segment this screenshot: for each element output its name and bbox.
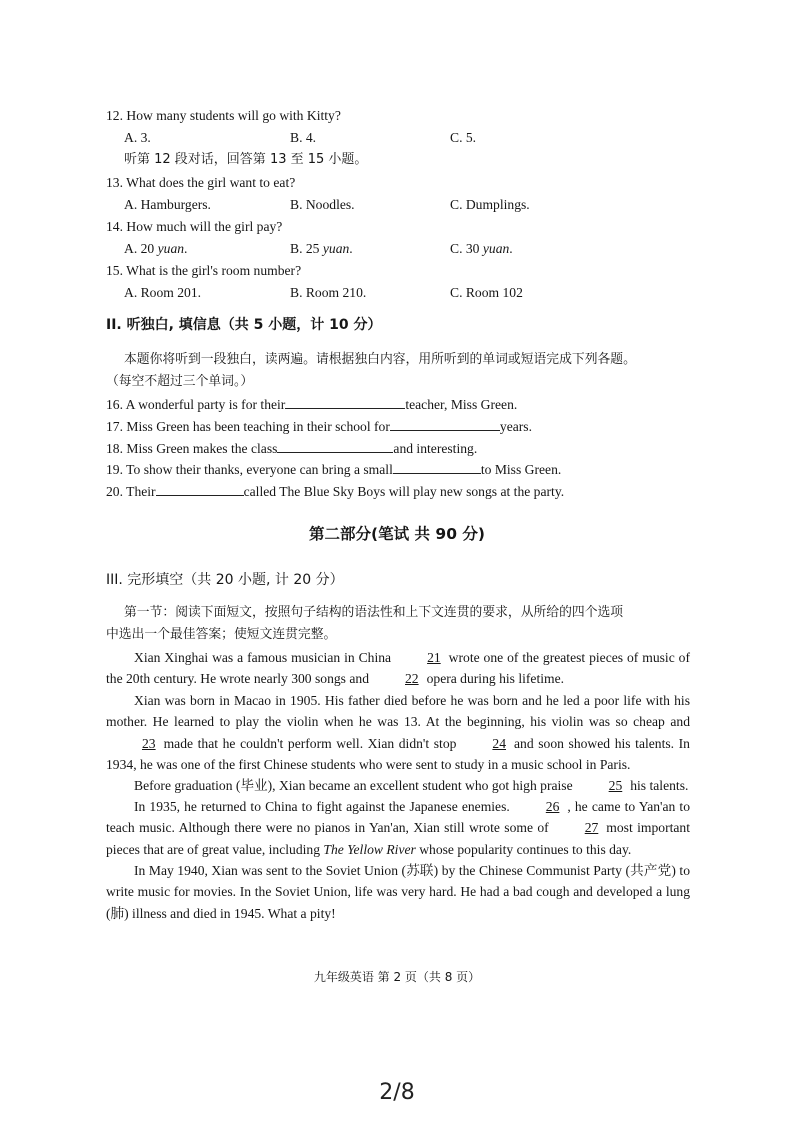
q15-option-c: C. Room 102 <box>450 285 523 300</box>
q14-option-c: C. 30 yuan. <box>450 241 513 256</box>
answer-blank-19[interactable] <box>393 460 481 474</box>
cloze-blank-26[interactable]: 26 <box>545 799 560 814</box>
q13-option-b: B. Noodles. <box>290 197 355 212</box>
q12-option-c: C. 5. <box>450 130 477 145</box>
section-2-instruction: 本题你将听到一段独白，读两遍。请根据独白内容，用所听到的单词或短语完成下列各题。 <box>124 352 636 367</box>
cloze-blank-24[interactable]: 24 <box>492 735 507 751</box>
section-3-heading: III. 完形填空（共 20 小题, 计 20 分） <box>106 572 344 588</box>
passage-paragraph-4: In 1935, he returned to China to fight against the Japanese enemies. 26 , he came to Yan'an to teach music. Although there were no pianos in Yan'an, Xian still wrote some of 27 most important pieces that are of great value, including The Yellow River whose popularity continues to this day. <box>106 796 690 860</box>
blank-question-19: 19. To show their thanks, everyone can bring a small to Miss Green. <box>106 462 562 477</box>
answer-blank-16[interactable] <box>285 395 405 409</box>
blank-question-20: 20. Their called The Blue Sky Boys will play new songs at the party. <box>106 484 565 499</box>
section-3-instruction: 第一节：阅读下面短文，按照句子结构的语法性和上下文连贯的要求，从所给的四个选项 <box>124 605 624 620</box>
q12-option-a: A. 3. <box>124 130 151 145</box>
blank-question-18: 18. Miss Green makes the class and interesting. <box>106 441 478 456</box>
question-15: 15. What is the girl's room number? <box>106 263 302 278</box>
q14-option-b: B. 25 yuan. <box>290 241 353 256</box>
q15-option-b: B. Room 210. <box>290 285 367 300</box>
section-3-instruction-cont: 中选出一个最佳答案；使短文连贯完整。 <box>106 627 337 642</box>
blank-question-17: 17. Miss Green has been teaching in their school for years. <box>106 419 532 434</box>
blank-question-16: 16. A wonderful party is for their teacher, Miss Green. <box>106 397 518 412</box>
listening-instruction-12: 听第 12 段对话，回答第 13 至 15 小题。 <box>124 152 368 167</box>
q15-option-a: A. Room 201. <box>124 285 202 300</box>
answer-blank-18[interactable] <box>277 439 393 453</box>
page-indicator: 2/8 <box>379 1080 415 1105</box>
cloze-blank-23[interactable]: 23 <box>142 735 156 751</box>
q14-option-a: A. 20 yuan. <box>124 241 188 256</box>
cloze-blank-27[interactable]: 27 <box>584 820 599 836</box>
cloze-blank-22[interactable]: 22 <box>405 671 419 687</box>
section-2-instruction-note: （每空不超过三个单词。） <box>106 374 254 389</box>
question-13: 13. What does the girl want to eat? <box>106 175 296 190</box>
cloze-blank-25[interactable]: 25 <box>608 778 623 793</box>
passage-paragraph-2: Xian was born in Macao in 1905. His father died before he was born and he led a poor life with his mother. He learned to play the violin when he was 13. At the beginning, his violin was so cheap and23 made that he couldn't perform well. Xian didn't stop 24 and soon showed his talents. In 1934, he was one of the first Chinese students who were sent to study in a music school in Paris. <box>106 693 690 773</box>
passage-paragraph-5: In May 1940, Xian was sent to the Soviet Union (苏联) by the Chinese Communist Party (共产党) to write music for movies. In the Soviet Union, life was very hard. He had a bad cough and developed a lung (肺) illness and died in 1945. What a pity! <box>106 863 690 921</box>
cloze-blank-21[interactable]: 21 <box>427 650 441 665</box>
answer-blank-17[interactable] <box>390 417 500 431</box>
page-footer: 九年级英语 第 2 页（共 8 页） <box>313 970 481 984</box>
question-14: 14. How much will the girl pay? <box>106 219 283 234</box>
passage-paragraph-1: Xian Xinghai was a famous musician in China 21 wrote one of the greatest pieces of music of the 20th century. He wrote nearly 300 songs and 22 opera during his lifetime. <box>106 647 690 690</box>
q13-option-a: A. Hamburgers. <box>124 197 211 212</box>
question-12: 12. How many students will go with Kitty? <box>106 108 341 123</box>
answer-blank-20[interactable] <box>156 482 244 496</box>
section-2-heading: II. 听独白, 填信息（共 5 小题，计 10 分） <box>106 317 382 333</box>
q12-option-b: B. 4. <box>290 130 317 145</box>
q13-option-c: C. Dumplings. <box>450 197 530 212</box>
passage-paragraph-3: Before graduation (毕业), Xian became an excellent student who got high praise 25 his talents. <box>106 775 690 796</box>
part-2-title: 第二部分(笔试 共 90 分) <box>309 525 485 543</box>
